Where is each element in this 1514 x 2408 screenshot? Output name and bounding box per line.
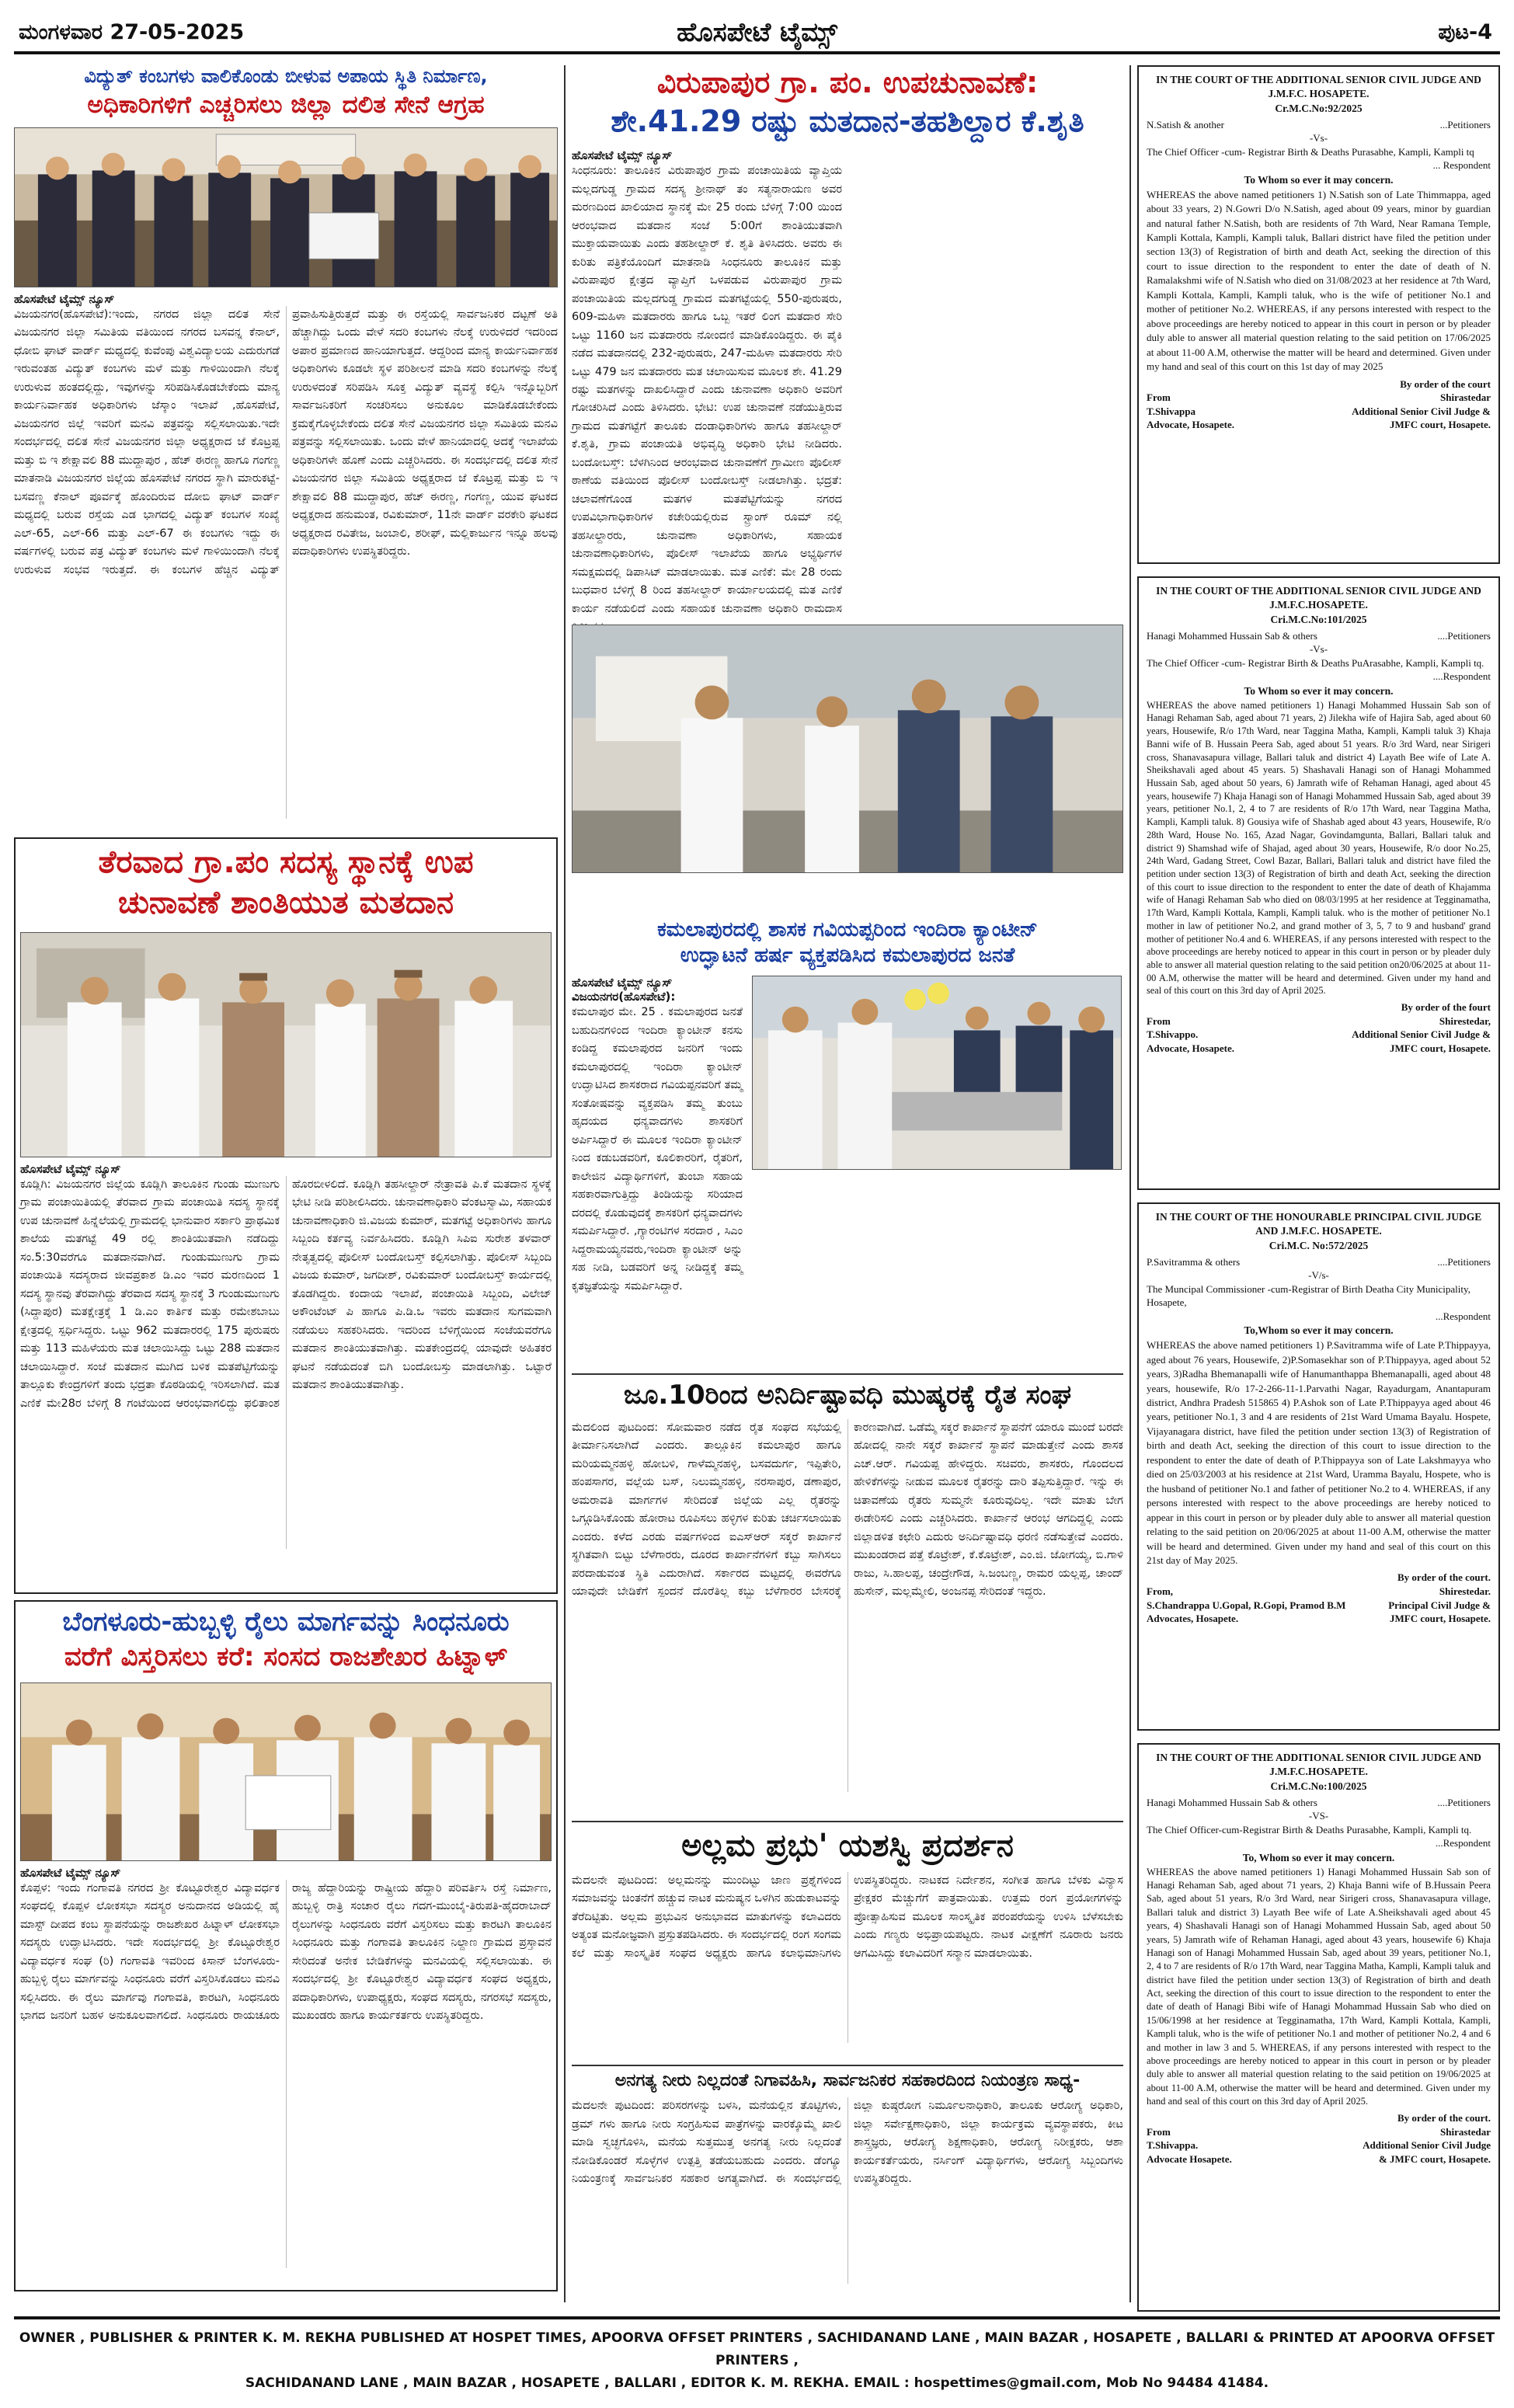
notice-advocate-place: Advocates, Hosapete. — [1147, 1613, 1239, 1625]
notice-respondent: The Chief Officer -cum- Registrar Birth & Deaths Purasabhe, Kampli, Kampli tq — [1147, 145, 1474, 158]
notice-respondent-role: ...Respondent — [1435, 1837, 1491, 1849]
notice-officer: Shirestedar, — [1439, 1014, 1491, 1027]
notice-signature — [1147, 1000, 1491, 1055]
notice-respondent: The Muncipal Commissioner -cum-Registrar of Birth Deatha City Municipality, Hosapete, — [1147, 1282, 1470, 1309]
notice-officer-court2: JMFC court, Hosapete. — [1390, 419, 1491, 431]
notice-officer-court: Additional Senior Civil Judge & — [1352, 405, 1491, 417]
story-body: ಸಿಂಧನೂರು: ತಾಲೂಕಿನ ವಿರುಪಾಪುರ ಗ್ರಾಮ ಪಂಚಾಯಿತಿಯ ವ್ಯಾಪ್ತಿಯ ಮಲ್ಲದಗುಡ್ಡ ಗ್ರಾಮದ ಸದಸ್ಯ ಶ್ರೀನಾಥ್ ತಂ ಸತ್ಯನಾರಾಯಣ ಅವರ ಮರಣದಿಂದ ಖಾಲಿಯಾದ ಸ್ಥಾನಕ್ಕೆ ಮೇ 25 ರಂದು ಬೆಳಿಗ್ಗೆ 7:00 ಯಿಂದ ಆರಂಭವಾದ ಮತದಾನ ಸಂಜೆ 5:00ಗೆ ಶಾಂತಿಯುತವಾಗಿ ಮುಕ್ತಾಯವಾಯಿತು ಎಂದು ತಹಶೀಲ್ದಾರ್ ಕೆ. ಶೃತಿ ತಿಳಿಸಿದರು. ಅವರು ಈ ಕುರಿತು ಪತ್ರಿಕೆಯೊಂದಿಗೆ ಮಾತನಾಡಿ ಸಿಂಧನೂರು ತಾಲೂಕಿನ ಮತ್ತು ವಿರುಪಾಪುರ ಕ್ಷೇತ್ರದ ವ್ಯಾಪ್ತಿಗೆ ಒಳಪಡುವ ವಿರುಪಾಪುರ ಗ್ರಾಮ ಪಂಚಾಯಿತಿಯ ಮಲ್ಲದಗುಡ್ಡ ಗ್ರಾಮದ ಮತಗಟ್ಟೆಯಲ್ಲಿ 550-ಪುರುಷರು, 609-ಮಹಿಳಾ ಮತದಾರರು ಹಾಗೂ ಒಬ್ಬ ಇತರೆ ಲಿಂಗ ಮತದಾರ ಸೇರಿ ಒಟ್ಟು 1160 ಜನ ಮತದಾರರು ನೋಂದಣಿ ಮಾಡಿಕೊಂಡಿದ್ದರು. ಈ ಪೈಕಿ ನಡೆದ ಮತದಾನದಲ್ಲಿ 232-ಪುರುಷರು, 247-ಮಹಿಳಾ ಮತದಾರರು ಸೇರಿ ಒಟ್ಟು 479 ಜನ ಮತದಾರರು ಮತ ಚಲಾಯಿಸುವ ಮೂಲಕ ಶೇ. 41.29 ರಷ್ಟು ಮತಗಳನ್ನು ದಾಖಲಿಸಿದ್ದಾರೆ ಎಂದು ಚುನಾವಣಾ ಅಧಿಕಾರಿ ಅವರಿಗೆ ಗೋಚರಿಸಿದೆ ಎಂದು ತಿಳಿಸಿದರು. ಭೇಟಿ: ಉಪ ಚುನಾವಣೆ ನಡೆಯುತ್ತಿರುವ ಗ್ರಾಮದ ಮತಗಟ್ಟೆಗೆ ತಾಲೂಕು ದಂಡಾಧಿಕಾರಿಗಳು ಹಾಗೂ ತಹಸೀಲ್ದಾರ್ ಕೆ.ಶೃತಿ, ಗ್ರಾಮ ಪಂಚಾಯತಿ ಅಭಿವೃದ್ಧಿ ಅಧಿಕಾರಿ ಭೇಟಿ ನೀಡಿದರು. ಬಂದೋಬಸ್ತ್: ಬೆಳಗಿನಿಂದ ಆರಂಭವಾದ ಚುನಾವಣೆಗೆ ಗ್ರಾಮೀಣ ಪೊಲೀಸ್ ಠಾಣೆಯ ವತಿಯಿಂದ ಪೊಲೀಸ್ ಬಂದೋಬಸ್ತ್ ನೀಡಲಾಗಿತ್ತು. ಭದ್ರತೆ: ಚಲಾವಣೆಗೊಂಡ ಮತಗಳ ಮತಪೆಟ್ಟಿಗೆಯನ್ನು ನಗರದ ಉಪವಿಭಾಗಾಧಿಕಾರಿಗಳ ಕಚೇರಿಯಲ್ಲಿರುವ ಸ್ಟ್ರಾಂಗ್ ರೂಮ್ ನಲ್ಲಿ ತಹಸೀಲ್ದಾರರು, ಚುನಾವಣಾ ಅಧಿಕಾರಿಗಳು, ಸಹಾಯಕ ಚುನಾವಣಾಧಿಕಾರಿಗಳು, ಪೊಲೀಸ್ ಇಲಾಖೆಯ ಹಾಗೂ ಅಭ್ಯರ್ಥಿಗಳ ಸಮಕ್ಷಮದಲ್ಲಿ ಡಿಪಾಸಿಟ್ ಮಾಡಲಾಯಿತು. ಮತ ಎಣಿಕೆ: ಮೇ 28 ರಂದು ಬುಧವಾರ ಬೆಳಿಗ್ಗೆ 8 ರಿಂದ ತಹಸೀಲ್ದಾರ್ ಕಾರ್ಯಾಲಯದಲ್ಲಿ ಮತ ಎಣಿಕೆ ಕಾರ್ಯ ನಡೆಯಲಿದೆ ಎಂದು ಸಹಾಯಕ ಚುನಾವಣಾ ಅಧಿಕಾರಿ ರಾಮದಾಸ — [572, 165, 842, 615]
story-body: ಕೂಡ್ಲಿಗಿ: ವಿಜಯನಗರ ಜಿಲ್ಲೆಯ ಕೂಡ್ಲಿಗಿ ತಾಲೂಕಿನ ಗುಂಡು ಮುಣುಗು ಗ್ರಾಮ ಪಂಚಾಯಿತಿಯಲ್ಲಿ ತೆರವಾದ ಗ್ರಾಮ ಪಂಚಾಯಿತಿ ಸದಸ್ಯ ಸ್ಥಾನಕ್ಕೆ ಉಪ ಚುನಾವಣೆ ಹಿನ್ನೆಲೆಯಲ್ಲಿ ಗ್ರಾಮದಲ್ಲಿ ಭಾನುವಾರ ಸರ್ಕಾರಿ ಪ್ರಾಥಮಿಕ ಶಾಲೆಯ ಮತಗಟ್ಟೆ 49 ರಲ್ಲಿ ಶಾಂತಿಯುತವಾಗಿ ನಡೆದಿದ್ದು ಸಂ.5:30ವರೆಗೂ ಮತದಾನವಾಗಿದೆ. ಗುಂಡುಮುಣುಗು ಗ್ರಾಮ ಪಂಚಾಯಿತಿ ಸದಸ್ಯರಾದ ಜೀವಪ್ರಕಾಶ ಡಿ.ಎಂ ಇವರ ಮರಣದಿಂದ 1 ಸದಸ್ಯ ಸ್ಥಾನವು ತೆರವಾಗಿದ್ದು ತೆರವಾದ ಸದಸ್ಯ ಸ್ಥಾನಕ್ಕೆ 3 ಗುಂಡುಮುಣುಗು (ಸಿದ್ದಾಪುರ) ಮತಕ್ಷೇತ್ರಕ್ಕೆ 1 ಡಿ.ಎಂ ಕಾರ್ತಿಕ ಮತ್ತು ರಮೇಶಬಾಬು ಕ್ಷೇತ್ರದಲ್ಲಿ ಸ್ಪರ್ಧಿಸಿದ್ದರು. ಒಟ್ಟು 962 ಮತದಾರರಲ್ಲಿ 175 ಪುರುಷರು ಮತ್ತು 113 ಮಹಿಳೆಯರು ಮತ ಚಲಾಯಿಸಿದ್ದು ಒಟ್ಟು 288 ಮತದಾನ ಚಲಾಯಿಸಿದ್ದಾರೆ. ಸಂಜೆ ಮತದಾನ ಮುಗಿದ ಬಳಿಕ ಮತಪೆಟ್ಟಿಗೆಯನ್ನು ತಾಲ್ಲೂಕು ಕೇಂದ್ರಗಳಿಗೆ ತಂದು ಭದ್ರತಾ ಕೊಠಡಿಯಲ್ಲಿ ಇರಿಸಲಾಗಿದೆ. ಮತ ಎಣಿಕೆ ಮೇ28ರ ಬೆಳಿಗ್ಗೆ 8 ಗಂಟೆಯಿಂದ ಆರಂಭವಾಗಲಿದ್ದು ಫಲಿತಾಂಶ ಹೊರಬೀಳಲಿದೆ. ಕೂಡ್ಲಿಗಿ ತಹಸೀಲ್ದಾರ್ ನೇತ್ರಾವತಿ ಪಿ.ಕೆ ಮತದಾನ ಸ್ಥಳಕ್ಕೆ ಭೇಟಿ ನೀಡಿ ಪರಿಶೀಲಿಸಿದರು. ಚುನಾವಣಾಧಿಕಾರಿ ವೆಂಕಟಸ್ವಾಮಿ, ಸಹಾಯಕ ಚುನಾವಣಾಧಿಕಾರಿ ಜಿ.ವಿಜಯ ಕುಮಾರ್, ಮತಗಟ್ಟೆ ಅಧಿಕಾರಿಗಳು ಹಾಗೂ ಸಿಬ್ಬಂದಿ ಕರ್ತವ್ಯ ನಿರ್ವಹಿಸಿದರು. ಕೂಡ್ಲಿಗಿ ಸಿಪಿಐ ಸುರೇಶ ತಳವಾರ್ ನೇತೃತ್ವದಲ್ಲಿ ಪೊಲೀಸ್ ಬಂದೋಬಸ್ತ್ ಕಲ್ಪಿಸಲಾಗಿತ್ತು. ಪೊಲೀಸ್ ಸಿಬ್ಬಂದಿ ವಿಜಯ ಕುಮಾರ್, ಜಗದೀಶ್, ರವಿಕುಮಾರ್ ಬಂದೋಬಸ್ತ್ ಕಾರ್ಯದಲ್ಲಿ ತೊಡಗಿದ್ದರು. ಕಂದಾಯ ಇಲಾಖೆ, ಪಂಚಾಯಿತಿ ಸಿಬ್ಬಂದಿ, ವಿಲೇಜ್ ಅಕೌಂಟೆಂಟ್ ಪಿ ಹಾಗೂ ಪಿ.ಡಿ.ಒ ಇವರು ಮತದಾನ ಸುಗಮವಾಗಿ ನಡೆಯಲು ಸಹಕರಿಸಿದರು. ಇದರಿಂದ ಬೆಳಿಗ್ಗೆಯಿಂದ ಸಂಜೆಯವರೆಗೂ ಮತದಾನ ಶಾಂತಿಯುತವಾಗಿತ್ತು. ಮತಕೇಂದ್ರದಲ್ಲಿ ಯಾವುದೇ ಅಹಿತಕರ ಘಟನೆ ನಡೆಯದಂತೆ ಬಿಗಿ ಬಂದೋಬಸ್ತು ಮಾಡಲಾಗಿತ್ತು. ಒಟ್ಟಾರೆ ಮತದಾನ ಶಾಂತಿಯುತವಾಗಿತ್ತು. — [20, 1178, 552, 1410]
story-byline: ಹೊಸಪೇಟೆ ಟೈಮ್ಸ್ ನ್ಯೂಸ್ — [572, 148, 673, 163]
notice-body: WHEREAS the above named petitioners 1) N.Satish son of Late Thimmappa, aged about 33 years, 2) N.Gowri D/o N.Satish, aged about 09 years, minor by guardian and natural father N.Satish, both are residents of 7th Ward, Near Ramana Temple, Kampli Kottala, Kampli, Kampli taluk, Ballari district have filed the petition under section 13(3) of Registration of birth and death Act, seeking the direction of this court to issue direction to the respondent to enter the date of death of N. Ramalakshmi wife of N.Satish who died on 31/08/2023 at her residence at 7th Ward, Kampli Kottala, Kampli, Kampli taluk, who is the wife of petitioner No.1 and mother of petitioner No.2. WHEREAS, if any persons interested with respect to the above proceedings are hereby noticed to appear in this court in person or by pleader duly able to answer all material question relating to the said petition on 17/06/2025 at about 11-00 A.M, otherwise the matter will be heard and determined. Given under my hand and seal of this court on this 1st day of may 2025 — [1147, 188, 1491, 373]
notice-concern: To,Whom so ever it may concern. — [1244, 1324, 1394, 1337]
notice-concern: To Whom so ever it may concern. — [1244, 173, 1394, 186]
notice-order: By order of the fourt — [1401, 1001, 1491, 1014]
notice-court: IN THE COURT OF THE ADDITIONAL SENIOR CIVIL JUDGE AND J.M.F.C.HOSAPETE. — [1156, 585, 1481, 611]
story-body: ಮೆದಲನೇ ಪುಟದಿಂದ: ಪರಿಸರಗಳನ್ನು ಬಳಸಿ, ಮನೆಯಲ್ಲಿನ ತೊಟ್ಟಿಗಳು, ಡ್ರಮ್ ಗಳು ಹಾಗೂ ನೀರು ಸಂಗ್ರಹಿಸುವ ಪಾತ್ರೆಗಳನ್ನು ವಾರಕ್ಕೊಮ್ಮೆ ಖಾಲಿ ಮಾಡಿ ಸ್ವಚ್ಛಗೊಳಿಸಿ, ಮನೆಯ ಸುತ್ತಮುತ್ತ ಅನಗತ್ಯ ನೀರು ನಿಲ್ಲದಂತೆ ನೋಡಿಕೊಂಡರೆ ಸೊಳ್ಳೆಗಳ ಉತ್ಪತ್ತಿ ತಡೆಯಬಹುದು ಎಂದರು. ಡೆಂಗ್ಯೂ ನಿಯಂತ್ರಣಕ್ಕೆ ಸಾರ್ವಜನಿಕರ ಸಹಕಾರ ಅಗತ್ಯವಾಗಿದೆ. ಈ ಸಂದರ್ಭದಲ್ಲಿ ಜಿಲ್ಲಾ ಕುಷ್ಠರೋಗ ನಿರ್ಮೂಲನಾಧಿಕಾರಿ, ತಾಲೂಕು ಆರೋಗ್ಯ ಅಧಿಕಾರಿ, ಜಿಲ್ಲಾ ಸರ್ವೇಕ್ಷಣಾಧಿಕಾರಿ, ಜಿಲ್ಲಾ ಕಾರ್ಯಕ್ರಮ ವ್ಯವಸ್ಥಾಪಕರು, ಕೀಟ ಶಾಸ್ತ್ರಜ್ಞರು, ಆರೋಗ್ಯ ಶಿಕ್ಷಣಾಧಿಕಾರಿ, ಆರೋಗ್ಯ ನಿರೀಕ್ಷಕರು, ಆಶಾ ಕಾರ್ಯಕರ್ತೆಯರು, ನರ್ಸಿಂಗ್ ವಿದ್ಯಾರ್ಥಿಗಳು, ಆರೋಗ್ಯ ಸಿಬ್ಬಂದಿಗಳು ಉಪಸ್ಥಿತರಿದ್ದರು. — [572, 2100, 1123, 2186]
notice-body: WHEREAS the above named petitioners 1) P.Savitramma wife of Late P.Thippayya, aged about 76 years, Housewife, 2)P.Somasekhar son of P.Thippayya, aged about 52 years, 3)Radha Bhemanapalli wife of Hanumanthappa Bhemanapalli, aged about 48 years, housewife, R/o 17-2-266-11-1.Parvathi Nagar, Rayadurgam, Anantapuram district, Andhra Pradesh 515865 4) P.Ashok son of Late P.Thippayya aged about 46 years, petitioner No.1, 3 and 4 are residents of 21st Ward Umama Bayalu. Hospete, Vijayanagara district, have filed the petition under section 13(3) of Registration of birth and death Act, seeking the direction of this court to issue direction to the respondent to enter the date of death of P.Thippayya son of Late Lakshmayya who died on 25/03/2003 at his residence at 21st Ward, Uramma Bayalu, Hospete, who is the husband of petitioner No.1 and father of petitioner No.2 to 4. WHEREAS, if any persons interested with respect to the above proceedings are hereby noticed to appear in this court in person or by pleader duly able to answer all material question relating to the said petition on 20/06/2025 at about 11-00 A.M, otherwise the matter will be heard and determined. Given under my hand and seal of this court on this 21st day of May 2025. — [1147, 1339, 1491, 1566]
photo-polling-officials — [20, 932, 552, 1157]
story-farmers-strike — [572, 1373, 1123, 1808]
notice-order: By order of the court. — [1397, 1571, 1491, 1584]
photo-canteen-inauguration — [752, 976, 1122, 1170]
story-body: ವಿಜಯನಗರ(ಹೊಸಪೇಟೆ):ಇಂದು, ನಗರದ ಜಿಲ್ಲಾ ದಲಿತ ಸೇನೆ ವಿಜಯನಗರ ಜಿಲ್ಲಾ ಸಮಿತಿಯ ವತಿಯಿಂದ ನಗರದ ಬಸವನ್ನ ಕೆನಾಲ್, ಧೋಬಿ ಘಾಟ್ ವಾರ್ಡ್ ಮಧ್ಯದಲ್ಲಿ ಕುವೆಂಪು ವಿಶ್ವವಿದ್ಯಾಲಯ ಎದುರುಗಡೆ ಇರುವಂತಹ ವಿದ್ಯುತ್ ಕಂಬಗಳು ಮಳೆ ಮತ್ತು ಗಾಳಿಯಿಂದಾಗಿ ನೆಲಕ್ಕೆ ಉರುಳುವ ಹಂತದಲ್ಲಿದ್ದು, ಇವುಗಳನ್ನು ಸರಿಪಡಿಸಿಕೊಡಬೇಕೆಂದು ಮಾನ್ಯ ಕಾರ್ಯನಿರ್ವಾಹಕ ಅಧಿಕಾರಿಗಳು ಜೆಸ್ಕಾಂ ಇಲಾಖೆ ,ಹೊಸಪೇಟೆ, ವಿಜಯನಗರ ಜಿಲ್ಲೆ ಇವರಿಗೆ ಮನವಿ ಪತ್ರವನ್ನು ಸಲ್ಲಿಸಲಾಯಿತು.ಇದೇ ಸಂದರ್ಭದಲ್ಲಿ ದಲಿತ ಸೇನೆ ವಿಜಯನಗರ ಜಿಲ್ಲಾ ಅಧ್ಯಕ್ಷರಾದ ಜೆ ಕೊಟ್ರಪ್ಪ ಮತ್ತು ಬಿ ಇ ಶೇಕ್ಷಾವಲಿ 88 ಮುದ್ದಾಪುರ , ಹೆಚ್ ಈರಣ್ಣ ಹಾಗೂ ಗಂಗಣ್ಣ ಮಾತನಾಡಿ ವಿಜಯನಗರ ಜಿಲ್ಲೆಯ ಹೊಸಪೇಟೆ ನಗರದ ಸ್ಥಾಗಿ ಮಾರುಕಟ್ಟೆ-ಬಸವಣ್ಣ ಕೆನಾಲ್ ಪೂರ್ವಕ್ಕೆ ಹೊಂದಿರುವ ದೋಬಿ ಘಾಟ್ ವಾರ್ಡ್ ಮಧ್ಯದಲ್ಲಿ ಬರುವ ರಸ್ತೆಯ ಎಡ ಭಾಗದಲ್ಲಿ ವಿದ್ಯುತ್ ಕಂಬಗಳ ಸಂಖ್ಯೆ ಎಲ್-65, ಎಲ್-66 ಮತ್ತು ಎಲ್-67 ಈ ಕಂಬಗಳು ಇದ್ದು ಈ ವರ್ಷಗಳಲ್ಲಿ ಬರುವ ಪತ್ರ ವಿದ್ಯುತ್ ಕಂಬಗಳು ಮಳೆ ಗಾಳಿಯಿಂದಾಗಿ ನೆಲಕ್ಕೆ ಉರುಳುವ ಸಂಭವ ಇರುತ್ತದೆ. ಈ ಕಂಬಗಳ ಹೆಚ್ಚಿನ ವಿದ್ಯುತ್ ಪ್ರವಾಹಿಸುತ್ತಿರುತ್ತದೆ ಮತ್ತು ಈ ರಸ್ತೆಯಲ್ಲಿ ಸಾರ್ವಜನಿಕರ ದಟ್ಟಣೆ ಅತಿ ಹೆಚ್ಚಾಗಿದ್ದು ಒಂದು ವೇಳೆ ಸದರಿ ಕಂಬಗಳು ನೆಲಕ್ಕೆ ಉರುಳಿದರೆ ಇದರಿಂದ ಅಪಾರ ಪ್ರಮಾಣದ ಹಾನಿಯಾಗುತ್ತದೆ. ಆದ್ದರಿಂದ ಮಾನ್ಯ ಕಾರ್ಯನಿರ್ವಾಹಕ ಅಧಿಕಾರಿಗಳು ಕೂಡಲೇ ಸ್ಥಳ ಪರಿಶೀಲನೆ ಮಾಡಿ ಸದರಿ ಕಂಬಗಳನ್ನು ನೆಲಕ್ಕೆ ಉರುಳದಂತೆ ಸರಿಪಡಿಸಿ ಸೂಕ್ತ ವಿದ್ಯುತ್ ವ್ಯವಸ್ಥೆ ಕಲ್ಪಿಸಿ ಇನ್ನೊಬ್ಬರಿಗೆ ಸಾರ್ವಜನಿಕರಿಗೆ ಸಂಚರಿಸಲು ಅನುಕೂಲ ಮಾಡಿಕೊಡಬೇಕೆಂದು ಕ್ರಮಕೈಗೊಳ್ಳಬೇಕೆಂದು ದಲಿತ ಸೇನೆ ವಿಜಯನಗರ ಜಿಲ್ಲಾ ಸಮಿತಿಯ ಮನವಿ ಪತ್ರವನ್ನು ಸಲ್ಲಿಸಲಾಯಿತು. ಒಂದು ವೇಳೆ ಹಾನಿಯಾದಲ್ಲಿ ಅದಕ್ಕೆ ಇಲಾಖೆಯ ಅಧಿಕಾರಿಗಳೇ ಹೊಣೆ ಎಂದು ಎಚ್ಚರಿಸಿದರು. ಈ ಸಂದರ್ಭದಲ್ಲಿ ದಲಿತ ಸೇನೆ ವಿಜಯನಗರ ಜಿಲ್ಲಾ ಸಮಿತಿಯ ಅಧ್ಯಕ್ಷರಾದ ಜೆ ಕೊಟ್ರಪ್ಪ ಮತ್ತು ಬಿ ಇ ಶೇಕ್ಷಾವಲಿ 88 ಮುದ್ದಾಪುರ, ಹೆಚ್ ಈರಣ್ಣ, ಗಂಗಣ್ಣ, ಯುವ ಘಟಕದ ಅಧ್ಯಕ್ಷರಾದ ಹನುಮಂತ, ರವಿಕುಮಾರ್, 11ನೇ ವಾರ್ಡ್ ವರಕೇರಿ ಘಟಕದ ಅಧ್ಯಕ್ಷರಾದ ರವಿತೇಜ, ಜಂಬಾಲಿ, ಶರೀಫ್, ಮಲ್ಲಿಕಾರ್ಜುನ ಇನ್ನೂ ಹಲವು ಪದಾಧಿಕಾರಿಗಳು ಉಪಸ್ಥಿತರಿದ್ದರು. — [14, 308, 558, 576]
notice-case-number: Cri.M.C. No:572/2025 — [1269, 1240, 1369, 1252]
court-notice — [1137, 576, 1500, 1190]
notice-petitioner-row — [1147, 1255, 1491, 1269]
notice-respondent-role: ... Respondent — [1432, 159, 1491, 172]
newspaper-title: ಹೊಸಪೇಟೆ ಟೈಮ್ಸ್ — [677, 17, 837, 48]
story-allama-prabhu-play — [572, 1821, 1123, 2054]
notice-petitioner: P.Savitramma & others — [1147, 1256, 1241, 1268]
masthead — [14, 14, 1500, 54]
story-headline: ಅಲ್ಲಮ ಪ್ರಭು' ಯಶಸ್ವಿ ಪ್ರದರ್ಶನ — [572, 1821, 1123, 1864]
notice-officer-court2: JMFC court, Hosapete. — [1390, 1613, 1491, 1625]
notice-concern: To, Whom so ever it may concern. — [1242, 1851, 1395, 1863]
newspaper-page — [14, 14, 1500, 2392]
notice-case-number: Cri.M.C.No:100/2025 — [1270, 1780, 1367, 1793]
notice-versus: -V/s- — [1308, 1268, 1329, 1281]
notice-court: IN THE COURT OF THE HONOURABLE PRINCIPAL CIVIL JUDGE AND J.M.F.C. HOSAPETE. — [1155, 1211, 1482, 1237]
notice-signature — [1147, 378, 1491, 432]
notice-from: From, — [1147, 1585, 1174, 1597]
notice-petitioner-role: ....Petitioners — [1437, 1797, 1491, 1809]
story-body: ಮೆದಲನೇ ಪುಟದಿಂದ: ಅಲ್ಲಮನನ್ನು ಮುಂದಿಟ್ಟು ಜಾಣ ಪ್ರಶ್ನೆಗಳಿಂದ ಸಮಾಜವನ್ನು ಚಿಂತನೆಗೆ ಹಚ್ಚುವ ನಾಟಕ ಮನುಷ್ಯನ ಒಳಗಿನ ಹುಡುಕಾಟವನ್ನು ತೆರೆದಿಟ್ಟಿತು. ಅಲ್ಲಮ ಪ್ರಭುವಿನ ಅನುಭಾವದ ಮಾತುಗಳನ್ನು ಕಲಾವಿದರು ಅತ್ಯಂತ ಮನೋಜ್ಞವಾಗಿ ಪ್ರಸ್ತುತಪಡಿಸಿದರು. ಈ ಸಂದರ್ಭದಲ್ಲಿ ರಂಗ ಸಂಗಮ ಕಲೆ ಮತ್ತು ಸಾಂಸ್ಕೃತಿಕ ಸಂಘದ ಅಧ್ಯಕ್ಷರು ಹಾಗೂ ಕಲಾಭಿಮಾನಿಗಳು ಉಪಸ್ಥಿತರಿದ್ದರು. ನಾಟಕದ ನಿರ್ದೇಶನ, ಸಂಗೀತ ಹಾಗೂ ಬೆಳಕು ವಿನ್ಯಾಸ ಪ್ರೇಕ್ಷಕರ ಮೆಚ್ಚುಗೆಗೆ ಪಾತ್ರವಾಯಿತು. ಉತ್ತಮ ರಂಗ ಪ್ರಯೋಗಗಳನ್ನು ಪ್ರೋತ್ಸಾಹಿಸುವ ಮೂಲಕ ಸಾಂಸ್ಕೃತಿಕ ಪರಂಪರೆಯನ್ನು ಉಳಿಸಿ ಬೆಳೆಸಬೇಕು ಎಂದು ಗಣ್ಯರು ಅಭಿಪ್ರಾಯಪಟ್ಟರು. ನಾಟಕ ವೀಕ್ಷಣೆಗೆ ನೂರಾರು ಜನರು ಆಗಮಿಸಿದ್ದು ಕಲಾವಿದರಿಗೆ ಸನ್ಮಾನ ಮಾಡಲಾಯಿತು. — [572, 1874, 1123, 1960]
page-number: ಪುಟ-4 — [1438, 20, 1492, 44]
notice-advocate: S.Chandrappa U.Gopal, R.Gopi, Pramod B.M — [1147, 1599, 1346, 1611]
notice-respondent: The Chief Officer-cum-Registrar Birth & Deaths Purasabhe, Kampli, Kampli tq. — [1147, 1823, 1472, 1836]
story-railway-extension — [14, 1600, 558, 2291]
story-body: ಕೊಪ್ಪಳ: ಇಂದು ಗಂಗಾವತಿ ನಗರದ ಶ್ರೀ ಕೊಟ್ಟೂರೇಶ್ವರ ವಿದ್ಯಾವರ್ಧಕ ಸಂಘದಲ್ಲಿ ಕೊಪ್ಪಳ ಲೋಕಸಭಾ ಸದಸ್ಯರ ಅನುದಾನದ ಅಡಿಯಲ್ಲಿ ಹೈ ಮಾಸ್ಟ್ ದೀಪದ ಕಂಬ ಸ್ಥಾಪನೆಯನ್ನು ರಾಜಶೇಖರ ಹಿಟ್ನಾಳ್ ಲೋಕಸಭಾ ಸದಸ್ಯರು ಉದ್ಘಾಟಿಸಿದರು. ಇದೇ ಸಂದರ್ಭದಲ್ಲಿ ಶ್ರೀ ಕೊಟ್ಟೂರೇಶ್ವರ ವಿದ್ಯಾವರ್ಧಕ ಸಂಘ (ರಿ) ಗಂಗಾವತಿ ಇವರಿಂದ ಕಿಸಾನ್ ಬೆಂಗಳೂರು-ಹುಬ್ಬಳ್ಳಿ ರೈಲು ಮಾರ್ಗವನ್ನು ಸಿಂಧನೂರು ವರೆಗೆ ವಿಸ್ತರಿಸಿಕೊಡಲು ಮನವಿ ಸಲ್ಲಿಸಿದರು. ಈ ರೈಲು ಮಾರ್ಗವು ಗಂಗಾವತಿ, ಕಾರಟಗಿ, ಸಿಂಧನೂರು ಭಾಗದ ಜನರಿಗೆ ಬಹಳ ಅನುಕೂಲವಾಗಲಿದೆ. ಸಿಂಧನೂರು ರಾಯಚೂರು ರಾಜ್ಯ ಹೆದ್ದಾರಿಯನ್ನು ರಾಷ್ಟ್ರೀಯ ಹೆದ್ದಾರಿ ಪರಿವರ್ತಿಸಿ ರಸ್ತೆ ನಿರ್ಮಾಣ, ಹುಬ್ಬಳ್ಳಿ ರಾತ್ರಿ ಸಂಚಾರ ರೈಲು ಗದಗ-ಮುಂಬೈ-ತಿರುಪತಿ-ಹೈದರಾಬಾದ್ ರೈಲುಗಳನ್ನು ಸಿಂಧನೂರು ವರೆಗೆ ವಿಸ್ತರಿಸಲು ಮತ್ತು ಕಾರಟಗಿ ತಾಲೂಕಿನ ಸಿಂಧನೂರು ಮತ್ತು ಗಂಗಾವತಿ ತಾಲೂಕಿನ ನಿಲ್ದಾಣ ಗ್ರಾಮದ ಪ್ರಸ್ತಾವನೆ ಸೇರಿದಂತೆ ಅನೇಕ ಬೇಡಿಕೆಗಳನ್ನು ಮನವಿಯಲ್ಲಿ ಸಲ್ಲಿಸಲಾಯಿತು. ಈ ಸಂದರ್ಭದಲ್ಲಿ ಶ್ರೀ ಕೊಟ್ಟೂರೇಶ್ವರ ವಿದ್ಯಾವರ್ಧಕ ಸಂಘದ ಅಧ್ಯಕ್ಷರು, ಪದಾಧಿಕಾರಿಗಳು, ಉಪಾಧ್ಯಕ್ಷರು, ಸಂಘದ ಸದಸ್ಯರು, ನಗರಸಭೆ ಸದಸ್ಯರು, ಮುಖಂಡರು ಹಾಗೂ ಕಾರ್ಯಕರ್ತರು ಉಪಸ್ಥಿತರಿದ್ದರು. — [20, 1881, 552, 2022]
story-byline: ಹೊಸಪೇಟೆ ಟೈಮ್ಸ್ ನ್ಯೂಸ್ — [20, 1162, 121, 1176]
notice-signature — [1147, 1571, 1491, 1625]
notice-order: By order of the court — [1400, 378, 1491, 390]
court-notice — [1137, 1743, 1500, 2312]
court-notice — [1137, 1202, 1500, 1731]
story-electric-poles — [14, 65, 558, 831]
photo-dalit-sena-memorandum — [14, 127, 558, 287]
notice-petitioner-role: ...Petitioners — [1439, 119, 1491, 131]
notice-petitioner-row — [1147, 629, 1491, 643]
notice-concern: To Whom so ever it may concern. — [1244, 684, 1394, 697]
story-virupapura-by-election — [572, 65, 1123, 904]
notice-officer-court2: & JMFC court, Hosapete. — [1378, 2153, 1491, 2166]
notice-petitioner-row — [1147, 118, 1491, 132]
imprint-line: OWNER , PUBLISHER & PRINTER K. M. REKHA PUBLISHED AT HOSPET TIMES, APOORVA OFFSET PRINTERS , SACHIDANAND LANE , MAIN BAZAR , HOSAPETE , BALLARI & PRINTED AT APOORVA OFFSET PRINTERS , — [19, 2330, 1495, 2368]
notice-versus: -Vs- — [1309, 642, 1328, 655]
photo-tahsildar-visit — [572, 625, 1123, 873]
notice-court: IN THE COURT OF THE ADDITIONAL SENIOR CIVIL JUDGE AND J.M.F.C.HOSAPETE. — [1156, 1752, 1481, 1777]
column-divider — [564, 65, 566, 2302]
notice-petitioner: Hanagi Mohammed Hussain Sab & others — [1147, 630, 1317, 642]
notice-advocate-place: Advocate Hosapete. — [1147, 2153, 1232, 2166]
notice-from: From — [1147, 1014, 1171, 1027]
notice-petitioner: Hanagi Mohammed Hussain Sab & others — [1147, 1797, 1317, 1809]
notice-advocate: T.Shivappa — [1147, 405, 1196, 417]
story-byline: ಹೊಸಪೇಟೆ ಟೈಮ್ಸ್ ನ್ಯೂಸ್ — [14, 291, 115, 306]
notice-officer: Shirastedar — [1440, 391, 1491, 404]
notice-body: WHEREAS the above named petitioners 1) Hanagi Mohammed Hussain Sab son of Hanagi Rehaman Sab, aged about 71 years, 2) Khaja Banni wife of B.Hussain Peera Sab, aged about 51 years, R/o 3rd Ward, near Sirigeri cross, Shanavasapura village, Ballari taluk and district 3) Layath Bee wife of Late A.Sheikshavali aged about 45 years, 4) Shashavali Hanagi son of Hanagi Mohammed Hussain Sab, aged about 50 years, 5) Jamrath wife of Rehaman Hanagi, aged about 43 years, housewife 6) Khaja Hanagi son of Hanagi Mohammed Hussain Sab, aged about 39 years, petitioner No.1, 2, 4 to 7 are residents of R/o 17th Ward, near Taggina Matha, Kampli, Kampli taluk and district have filed the petition under section 13(3) of Registration of birth and death Act, seeking the direction of this court to issue direction to the respondent to enter the date of death of Hanagi Bibi wife of Hanagi Mohammad Hussain Sab who died on 15/06/1998 at her residence at Tegginamatha, 17th Ward, Kampli Kottala, Kampli, Kampli taluk, who is the wife of petitioner No.1 and mother of petitioner No.2, 4 and 6 and mother in law 3 and 5. WHEREAS, if any persons interested with respect to the above proceedings are hereby noticed to appear in this court in person or by pleader duly able to answer all material question relating to the said petition on 19/06/2025 at about 11-00 A.M, otherwise the matter will be heard and determined. Given under my hand and seal of this court on this 3rd day of April 2025. — [1147, 1866, 1491, 2107]
story-dengue-awareness — [572, 2065, 1123, 2298]
notice-from: From — [1147, 391, 1171, 404]
story-headline: ಕಮಲಾಪುರದಲ್ಲಿ ಶಾಸಕ ಗವಿಯಪ್ಪರಿಂದ ಇಂದಿರಾ ಕ್ಯಾಂಟೀನ್ — [657, 918, 1038, 941]
story-headline: ಅಧಿಕಾರಿಗಳಿಗೆ ಎಚ್ಚರಿಸಲು ಜಿಲ್ಲಾ ದಲಿತ ಸೇನೆ ಆಗ್ರಹ — [87, 90, 485, 119]
story-headline: ವಿರುಪಾಪುರ ಗ್ರಾ. ಪಂ. ಉಪಚುನಾವಣೆ: — [656, 65, 1039, 99]
notice-respondent-row — [1147, 158, 1491, 172]
story-body: ಕಮಲಾಪುರ ಮೇ. 25 . ಕಮಲಾಪುರದ ಜನತೆ ಬಹುದಿನಗಳಿಂದ ಇಂದಿರಾ ಕ್ಯಾಂಟೀನ್ ಕನಸು ಕಂಡಿದ್ದ ಕಮಲಾಪುರದ ಜನರಿಗೆ ಇಂದು ಕಮಲಾಪುರದಲ್ಲಿ ಇಂದಿರಾ ಕ್ಯಾಂಟೀನ್ ಉದ್ಘಾಟಿಸಿದ ಶಾಸಕರಾದ ಗವಿಯಪ್ಪನವರಿಗೆ ತಮ್ಮ ಸಂತೋಷವನ್ನು ವ್ಯಕ್ತಪಡಿಸಿ ತಮ್ಮ ತುಂಬು ಹೃದಯದ ಧನ್ಯವಾದಗಳು ಶಾಸಕರಿಗೆ ಅರ್ಪಿಸಿದ್ದಾರೆ ಈ ಮೂಲಕ ಇಂದಿರಾ ಕ್ಯಾಂಟೀನ್ ನಿಂದ ಕಡುಬಡವರಿಗೆ, ಕೂಲಿಕಾರರಿಗೆ, ರೈತರಿಗೆ, ಕಾಲೇಜಿನ ವಿದ್ಯಾರ್ಥಿಗಳಿಗೆ, ತುಂಬಾ ಸಹಾಯ ಸಹಕಾರವಾಗುತ್ತಿದ್ದು ತಿಂಡಿಯನ್ನು ಸರಿಯಾದ ದರದಲ್ಲಿ ಕೊಡುವುದಕ್ಕೆ ಶಾಸಕರಿಗೆ ಧನ್ಯವಾದಗಳು ಸಮರ್ಪಿಸಿದ್ದಾರೆ. ,ಗ್ಯಾರಂಟಿಗಳ ಸರದಾರ , ಸಿಎಂ ಸಿದ್ದರಾಮಯ್ಯನವರು,ಇಂದಿರಾ ಕ್ಯಾಂಟೀನ್ ಅನ್ನು ಸಹ ನೀಡಿ, ಬಡವರಿಗೆ ಅನ್ನ ನೀಡಿದ್ದಕ್ಕೆ ತಮ್ಮ ಕೃತಜ್ಞತೆಯನ್ನು ಸಮರ್ಪಿಸಿದ್ದಾರೆ. — [572, 1006, 743, 1293]
notice-respondent-role: ...Respondent — [1435, 1310, 1491, 1322]
notice-petitioner: N.Satish & another — [1147, 119, 1225, 131]
notice-advocate-place: Advocate, Hosapete. — [1147, 1042, 1235, 1054]
story-text-column — [572, 148, 842, 613]
story-by-election-kudligi — [14, 837, 558, 1594]
notice-petitioner-role: ....Petitioners — [1437, 630, 1491, 642]
notice-court: IN THE COURT OF THE ADDITIONAL SENIOR CIVIL JUDGE AND J.M.F.C. HOSAPETE. — [1156, 74, 1481, 99]
story-headline: ವರೆಗೆ ವಿಸ್ತರಿಸಲು ಕರೆ: ಸಂಸದ ರಾಜಶೇಖರ ಹಿಟ್ನಾಳ್ — [64, 1641, 508, 1672]
story-kicker: ವಿದ್ಯುತ್ ಕಂಬಗಳು ವಾಲಿಕೊಂಡು ಬೀಳುವ ಅಪಾಯ ಸ್ಥಿತಿ ನಿರ್ಮಾಣ, — [84, 65, 488, 87]
story-headline: ಚುನಾವಣೆ ಶಾಂತಿಯುತ ಮತದಾನ — [117, 885, 454, 920]
notice-officer-court: Additional Senior Civil Judge — [1363, 2139, 1491, 2152]
notice-versus: -VS- — [1308, 1809, 1329, 1822]
story-indira-canteen — [572, 918, 1123, 1361]
story-headline: ತೆರವಾದ ಗ್ರಾ.ಪಂ ಸದಸ್ಯ ಸ್ಥಾನಕ್ಕೆ ಉಪ — [98, 844, 474, 880]
notice-petitioner-row — [1147, 1796, 1491, 1810]
notice-respondent-row — [1147, 1310, 1491, 1324]
story-side — [853, 148, 1123, 613]
story-headline: ಅನಗತ್ಯ ನೀರು ನಿಲ್ಲದಂತೆ ನಿಗಾವಹಿಸಿ, ಸಾರ್ವಜನಿಕರ ಸಹಕಾರದಿಂದ ನಿಯಂತ್ರಣ ಸಾಧ್ಯ- — [572, 2065, 1123, 2091]
story-headline: ಶೇ.41.29 ರಷ್ಟು ಮತದಾನ-ತಹಶಿಲ್ದಾರ ಕೆ.ಶೃತಿ — [611, 103, 1084, 138]
notice-case-number: Cri.M.C.No:101/2025 — [1270, 614, 1367, 626]
notice-officer-court: Additional Senior Civil Judge & — [1352, 1028, 1491, 1041]
story-content — [572, 976, 1123, 1314]
story-byline: ಹೊಸಪೇಟೆ ಟೈಮ್ಸ್ ನ್ಯೂಸ್ ವಿಜಯನಗರ(ಹೊಸಪೇಟೆ): — [572, 976, 676, 1004]
imprint-line: SACHIDANAND LANE , MAIN BAZAR , HOSAPETE , BALLARI , EDITOR K. M. REKHA. EMAIL : hospettimes@gmail.com, Mob No 94484 41484. — [245, 2375, 1269, 2391]
notice-petitioner-role: ....Petitioners — [1437, 1256, 1491, 1268]
notice-body: WHEREAS the above named petitioners 1) Hanagi Mohammed Hussain Sab son of Hanagi Rehaman Sab, aged about 71 years, 2) Jilekha wife of Hajira Sab, aged about 60 years, Housewife, R/o 17th Ward, near Taggina Matha, Kampli, Kampli taluk 3) Khaja Banni wife of B. Hussain Peera Sab, aged about 51 years. R/o 3rd Ward, near Sirigeri cross, Shanavasapura village, Ballari taluk and district 4) Layath Bee wife of Late A. Sheikshavali aged about 45 years. 5) Shashavali Hanagi son of Hanagi Mohammed Hussain Sab, aged about 50 years, 6) Jamrath wife of Rehaman Hanagi, aged about 45 years, housewife 7) Khaja Hanagi son of Hanagi Mohammed Hussain Sab, aged about 39 years, petitioner No.1, 2, 4 to 7 are residents of R/o 17th Ward, near Taggina Matha, Kampli, Kampli taluk. 8) Gousiya wife of Shashab aged about 43 years, Housewife, R/o 28th Ward, House No. 165, Azad Nagar, Govindamgunta, Ballari, Ballari taluk and district 9) Shamshad wife of Shajad, aged about 30 years, Housewife, R/o door No.25, 24th Ward, Gadang Street, Cowl Bazar, Ballari, Ballari taluk and district have filed the petition under section 13(3) of Registration of birth and death Act, seeking the direction of this court to issue direction to the respondent to enter the date of death of Khajamma wife of Hanagi Rehaman Sab who died on 08/03/1995 at her residence at Tegginamatha, 17th Ward, Kampli Kottala, Kampli, Kampli taluk. who is the mother of petitioner No.1 mother in law of petitioner No.2, and grand mother of 3, 5, 7 to 9 and husband' grand mother of petitioner No.4 and 6. WHEREAS, if any persons interested with respect to the above proceedings are hereby noticed to appear in this court in person or by pleader duly able to answer all material question relating to the said petition on20/06/2025 at about 11-00 A.M, otherwise the matter will be heard and determined. Given under my hand and seal of this court on this 3rd day of April 2025. — [1147, 699, 1491, 997]
notice-respondent-role: ....Respondent — [1432, 670, 1491, 683]
notice-from: From — [1147, 2125, 1171, 2138]
story-headline: ಜೂ.10ರಿಂದ ಅನಿರ್ದಿಷ್ಟಾವಧಿ ಮುಷ್ಕರಕ್ಕೆ ರೈತ ಸಂಘ — [572, 1373, 1123, 1411]
notice-officer: Shirestedar. — [1439, 1585, 1491, 1597]
column-divider — [1129, 65, 1131, 2302]
notice-order: By order of the court. — [1397, 2112, 1491, 2124]
story-byline: ಹೊಸಪೇಟೆ ಟೈಮ್ಸ್ ನ್ಯೂಸ್ — [20, 1865, 121, 1880]
notice-officer-court2: JMFC court, Hosapete. — [1390, 1042, 1491, 1054]
story-headline: ಬೆಂಗಳೂರು-ಹುಬ್ಬಳ್ಳಿ ರೈಲು ಮಾರ್ಗವನ್ನು ಸಿಂಧನೂರು — [62, 1606, 510, 1637]
photo-mp-hitnal — [20, 1682, 552, 1861]
story-headline: ಉದ್ಘಾಟನೆ ಹರ್ಷ ವ್ಯಕ್ತಪಡಿಸಿದ ಕಮಲಾಪುರದ ಜನತೆ — [680, 944, 1015, 968]
notice-respondent-row — [1147, 1836, 1491, 1850]
story-body: ಮೆದಲಿಂದ ಪುಟದಿಂದ: ಸೋಮವಾರ ನಡೆದ ರೈತ ಸಂಘದ ಸಭೆಯಲ್ಲಿ ತೀರ್ಮಾನಿಸಲಾಗಿದೆ ಎಂದರು. ತಾಲ್ಲೂಕಿನ ಕಮಲಾಪುರ ಹಾಗೂ ಮರಿಯಮ್ಮನಹಳ್ಳಿ ಹೋಬಳಿ, ಗಾಳೆಮ್ಮನಹಳ್ಳಿ, ಬಸವದುರ್ಗ, ಇಪ್ಪಿತೇರಿ, ಹಂಪಸಾಗರ, ವಲ್ಲೆಯ ಬಸ್, ನಿಲುಮ್ಮನಹಳ್ಳಿ, ನರಸಾಪುರ, ಡಣಾಪುರ, ಅಮರಾವತಿ ಮಾರ್ಗಗಳ ಸೇರಿದಂತೆ ಜಿಲ್ಲೆಯ ಎಲ್ಲ ರೈತರನ್ನು ಒಗ್ಗೂಡಿಸಿಕೊಂಡು ಹೋರಾಟ ರೂಪಿಸಲು ಹಳ್ಳಿಗಳ ಕುರಿತು ಚರ್ಚಿಸಲಾಯಿತು ಎಂದರು. ಕಳೆದ ಎರಡು ವರ್ಷಗಳಿಂದ ಐಎಸ್ಆರ್ ಸಕ್ಕರೆ ಕಾರ್ಖಾನೆ ಸ್ಥಗಿತವಾಗಿ ಬಿಟ್ಟು ಬೆಳೆಗಾರರು, ದೂರದ ಕಾರ್ಖಾನೆಗಳಿಗೆ ಕಬ್ಬು ಸಾಗಿಸಲು ಪರದಾಡುವಂತ ಸ್ಥಿತಿ ಎದುರಾಗಿದೆ. ಸರ್ಕಾರದ ಮಟ್ಟದಲ್ಲಿ ಈವರೆಗೂ ಯಾವುದೇ ಬೇಡಿಕೆಗೆ ಸ್ಪಂದನೆ ದೊರೆತಿಲ್ಲ ಕಬ್ಬು ಬೆಳೆಗಾರರ ಬೇಸರಕ್ಕೆ ಕಾರಣವಾಗಿದೆ. ಒಡೆಮ್ಮೆ ಸಕ್ಕರೆ ಕಾರ್ಖಾನೆ ಸ್ಥಾಪನೆಗೆ ಯಾರೂ ಮುಂದೆ ಬರದೇ ಹೋದಲ್ಲಿ ನಾನೇ ಸಕ್ಕರೆ ಕಾರ್ಖಾನೆ ಸ್ಥಾಪನೆ ಮಾಡುತ್ತೇನೆ ಎಂದು ಶಾಸಕ ಎಚ್.ಆರ್. ಗವಿಯಪ್ಪ ಹೇಳಿದ್ದರು. ಸಚಿವರು, ಶಾಸಕರು, ಗೊಂದಲದ ಹೇಳಿಕೆಗಳನ್ನು ನೀಡುವ ಮೂಲಕ ರೈತರನ್ನು ದಾರಿ ತಪ್ಪಿಸುತ್ತಿದ್ದಾರೆ. ಇನ್ನು ಈ ಚಿತಾವಣೆಯ ರೈತರು ಸುಮ್ಮನೇ ಕೂರುವುದಿಲ್ಲ. ಇದೇ ಮಾತು ಬೇಗ ಈಡೇರಿಸಲಿ ಎಂದು ಎಚ್ಚರಿಸಿದರು. ಕಾರ್ಖಾನೆ ಆರಂಭ ಆಗದಿದ್ದಲ್ಲಿ ಎಂದು ಜಿಲ್ಲಾಡಳಿತ ಕಛೇರಿ ಎದುರು ಅನಿರ್ದಿಷ್ಟಾವಧಿ ಧರಣಿ ನಡೆಸುತ್ತೇವೆ ಎಂದರು. ಮುಖಂಡರಾದ ಪತ್ತೆ ಕೊಟ್ರೇಶ್, ಕೆ.ಕೊಟ್ರೇಶ್, ಎಂ.ಜಿ. ಜೋಗಯ್ಯ, ಬಿ.ಗಾಳಿ ರಾಜು, ಸಿ.ಹಾಲಪ್ಪ, ಚಂದ್ರೇಗೌಡ, ಸಿ.ಜಂಬಣ್ಣ, ರಾಮರ ಯಲ್ಲಪ್ಪ, ಚಾಂದ್ ಹುಸೇನ್, ಮಲ್ಲಮ್ಮೇಲಿ, ಅಂಜನಪ್ಪ ಸೇರಿದಂತೆ ಇದ್ದರು. — [572, 1421, 1123, 1599]
notice-versus: -Vs- — [1309, 131, 1328, 144]
imprint-footer — [14, 2316, 1500, 2392]
story-text-column — [572, 976, 743, 1314]
notice-officer-court: Principal Civil Judge & — [1388, 1599, 1491, 1611]
issue-date: ಮಂಗಳವಾರ 27-05-2025 — [19, 20, 245, 44]
notice-advocate-place: Advocate, Hosapete. — [1147, 419, 1235, 431]
notice-officer: Shirastedar — [1440, 2125, 1491, 2138]
story-content — [572, 148, 1123, 613]
notice-respondent-row — [1147, 670, 1491, 684]
court-notice — [1137, 65, 1500, 564]
notice-signature — [1147, 2111, 1491, 2166]
notice-case-number: Cr.M.C.No:92/2025 — [1275, 103, 1363, 115]
notice-respondent: The Chief Officer -cum- Registrar Birth & Deaths PuArasabhe, Kampli, Kampli tq. — [1147, 656, 1484, 669]
notice-advocate: T.Shivappo. — [1147, 1028, 1199, 1041]
notice-advocate: T.Shivappa. — [1147, 2139, 1199, 2152]
